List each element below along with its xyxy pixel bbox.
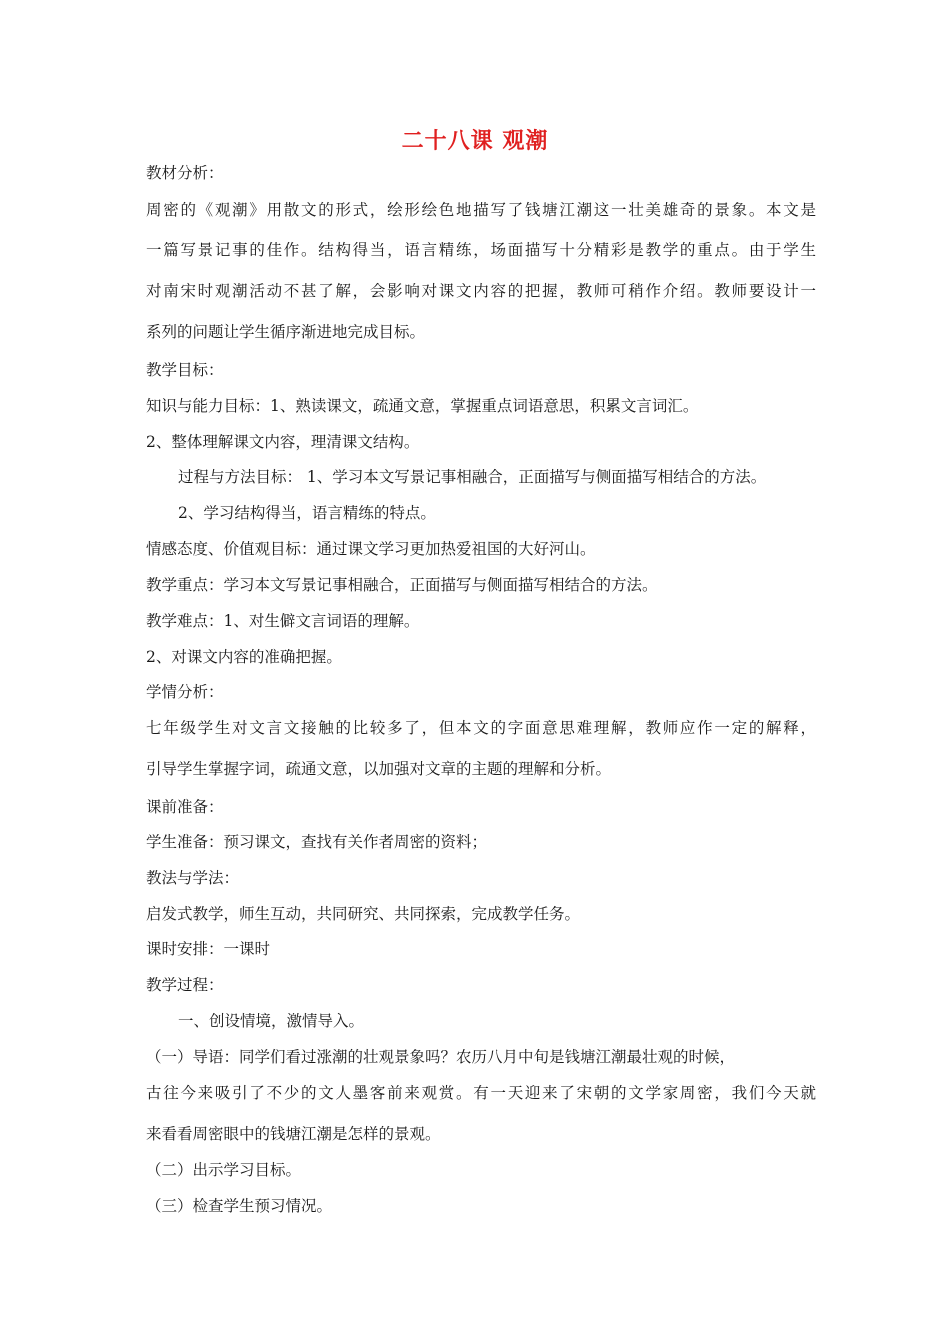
paragraph-line: 2、对课文内容的准确把握。 (146, 648, 342, 666)
section-heading-teaching-goals: 教学目标： (146, 361, 224, 379)
paragraph-line: （二）出示学习目标。 (146, 1161, 302, 1179)
paragraph-line: 一篇写景记事的佳作。结构得当，语言精练，场面描写十分精彩是教学的重点。由于学生 (146, 241, 816, 259)
paragraph-line: 教学难点：1、对生僻文言词语的理解。 (146, 612, 420, 630)
paragraph-line: 周密的《观潮》用散文的形式，绘形绘色地描写了钱塘江潮这一壮美雄奇的景象。本文是 (146, 201, 816, 219)
paragraph-line: 对南宋时观潮活动不甚了解，会影响对课文内容的把握，教师可稍作介绍。教师要设计一 (146, 282, 816, 300)
paragraph-line: 教学重点：学习本文写景记事相融合，正面描写与侧面描写相结合的方法。 (146, 576, 658, 594)
paragraph-line: 学生准备：预习课文，查找有关作者周密的资料； (146, 833, 488, 851)
paragraph-line: 课时安排：一课时 (146, 940, 271, 958)
paragraph-line: （一）导语：同学们看过涨潮的壮观景象吗？农历八月中旬是钱塘江潮最壮观的时候， (146, 1048, 736, 1066)
paragraph-line: 2、整体理解课文内容，理清课文结构。 (146, 433, 420, 451)
section-heading-preparation: 课前准备： (146, 798, 224, 816)
paragraph-line: 知识与能力目标：1、熟读课文，疏通文意，掌握重点词语意思，积累文言词汇。 (146, 397, 699, 415)
section-heading-methods: 教法与学法： (146, 869, 240, 887)
paragraph-line: 七年级学生对文言文接触的比较多了，但本文的字面意思难理解，教师应作一定的解释， (146, 719, 816, 737)
paragraph-line: 情感态度、价值观目标：通过课文学习更加热爱祖国的大好河山。 (146, 540, 596, 558)
section-heading-student-analysis: 学情分析： (146, 683, 224, 701)
paragraph-line: 过程与方法目标： 1、学习本文写景记事相融合，正面描写与侧面描写相结合的方法。 (178, 468, 767, 486)
paragraph-line: （三）检查学生预习情况。 (146, 1197, 333, 1215)
paragraph-line: 古往今来吸引了不少的文人墨客前来观赏。有一天迎来了宋朝的文学家周密，我们今天就 (146, 1084, 816, 1102)
paragraph-line: 引导学生掌握字词，疏通文意，以加强对文章的主题的理解和分析。 (146, 760, 612, 778)
paragraph-line: 一、创设情境，激情导入。 (178, 1012, 365, 1030)
lesson-title: 二十八课 观潮 (401, 128, 549, 154)
paragraph-line: 2、学习结构得当，语言精练的特点。 (178, 504, 436, 522)
section-heading-textbook-analysis: 教材分析： (146, 164, 224, 182)
paragraph-line: 启发式教学，师生互动，共同研究、共同探索，完成教学任务。 (146, 905, 581, 923)
paragraph-line: 系列的问题让学生循序渐进地完成目标。 (146, 323, 426, 341)
paragraph-line: 来看看周密眼中的钱塘江潮是怎样的景观。 (146, 1125, 441, 1143)
section-heading-teaching-process: 教学过程： (146, 976, 224, 994)
